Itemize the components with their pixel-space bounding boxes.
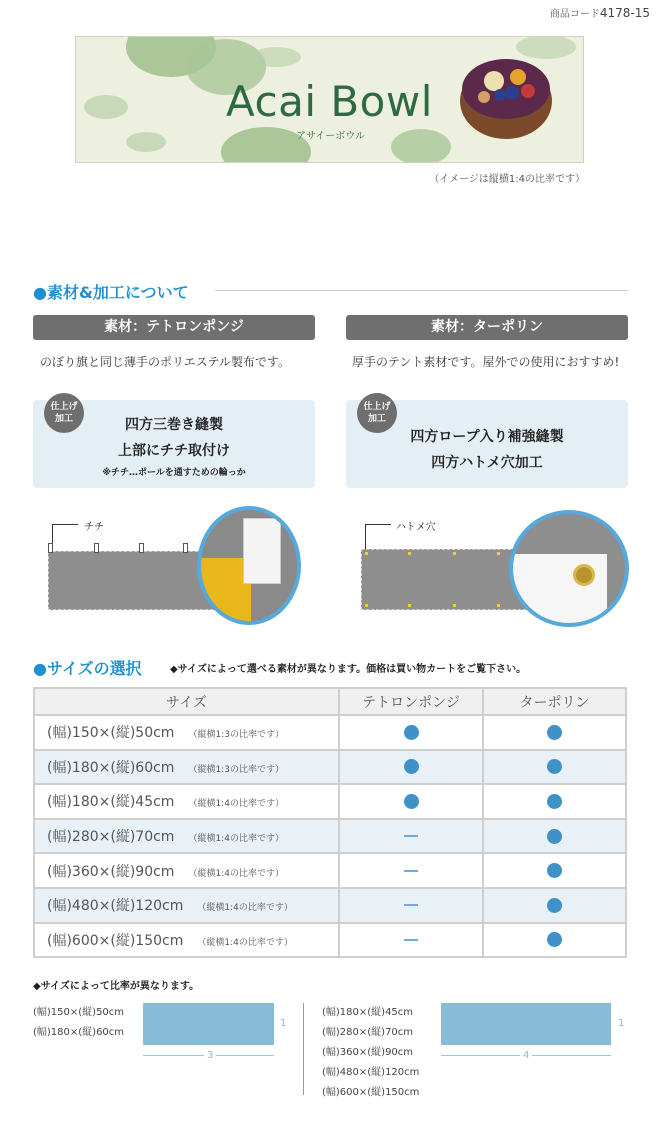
available-dot-icon xyxy=(547,794,562,809)
chichi-loop-icon xyxy=(183,543,188,553)
ratio-size-item: (幅)600×(縦)150cm xyxy=(322,1087,420,1098)
available-dot-icon xyxy=(547,932,562,947)
size-note: ◆サイズによって選べる素材が異なります。価格は買い物カートをご覧下さい。 xyxy=(170,664,527,675)
table-row xyxy=(34,750,626,785)
size-table xyxy=(33,687,627,958)
size-value: (幅)280×(縦)70cm xyxy=(47,829,175,846)
size-value: (幅)180×(縦)45cm xyxy=(47,794,175,811)
grommet-leader-line xyxy=(365,524,391,525)
chichi-loop-icon xyxy=(94,543,99,553)
ratio-1-4-rectangle xyxy=(441,1003,611,1045)
finish-line-2: 上部にチチ取付け xyxy=(118,443,230,459)
available-dot-icon xyxy=(547,759,562,774)
table-row xyxy=(34,819,626,854)
ratio-heading: ◆サイズによって比率が異なります。 xyxy=(33,981,200,992)
ratio-size-item: (幅)150×(縦)50cm xyxy=(33,1007,125,1018)
grommet-dot-icon xyxy=(497,604,500,607)
unavailable-dash-icon xyxy=(404,939,418,941)
ratio-width-label: 3 xyxy=(204,1050,216,1061)
grommet-dot-icon xyxy=(408,604,411,607)
finish-line-1: 四方ロープ入り補強縫製 xyxy=(410,429,564,445)
size-table-header xyxy=(34,688,626,715)
unavailable-dash-icon xyxy=(404,870,418,872)
finish-tag-tetron: 仕上げ 加工 xyxy=(44,393,84,433)
size-value: (幅)360×(縦)90cm xyxy=(47,863,175,880)
available-dot-icon xyxy=(404,725,419,740)
ratio-size-item: (幅)180×(縦)60cm xyxy=(33,1027,125,1038)
ratio-width-label: 4 xyxy=(520,1050,532,1061)
table-row xyxy=(34,784,626,819)
ratio-size-item: (幅)480×(縦)120cm xyxy=(322,1067,420,1078)
grommet-dot-icon xyxy=(497,552,500,555)
size-ratio: （縦横1:4の比率です） xyxy=(188,868,284,879)
table-row xyxy=(34,923,626,958)
image-ratio-note: （イメージは縦横1:4の比率です） xyxy=(429,174,585,185)
available-dot-icon xyxy=(404,759,419,774)
ratio-divider xyxy=(303,1003,304,1095)
size-value: (幅)480×(縦)120cm xyxy=(47,898,184,915)
available-dot-icon xyxy=(547,898,562,913)
chichi-leader-line xyxy=(52,524,78,525)
chichi-loop-icon xyxy=(139,543,144,553)
available-dot-icon xyxy=(547,725,562,740)
size-ratio: （縦横1:3の比率です） xyxy=(188,730,284,741)
size-value: (幅)600×(縦)150cm xyxy=(47,932,184,949)
grommet-icon xyxy=(573,564,595,586)
tetron-banner-diagram xyxy=(48,551,218,610)
product-banner-image xyxy=(75,36,584,163)
table-row xyxy=(34,853,626,888)
tarpaulin-zoom-image xyxy=(509,510,629,627)
heading-divider xyxy=(215,290,628,291)
size-ratio: （縦横1:4の比率です） xyxy=(197,937,293,948)
banner-title: Acai Bowl xyxy=(226,77,433,126)
material-tarpaulin-description: 厚手のテント素材です。屋外での使用におすすめ! xyxy=(352,355,620,369)
tetron-zoom-image xyxy=(197,506,301,625)
available-dot-icon xyxy=(547,829,562,844)
banner-subtitle: アサイーボウル xyxy=(296,131,365,142)
ratio-size-item: (幅)280×(縦)70cm xyxy=(322,1027,414,1038)
material-tarpaulin-title: 素材：ターポリン xyxy=(346,315,628,340)
chichi-closeup xyxy=(243,518,281,584)
size-ratio: （縦横1:3の比率です） xyxy=(188,764,284,775)
size-heading: ●サイズの選択 xyxy=(33,659,142,678)
white-tarpaulin xyxy=(513,554,607,627)
acai-bowl-icon xyxy=(456,49,556,149)
column-header-tarpaulin: ターポリン xyxy=(483,688,626,715)
grommet-leader-vertical xyxy=(365,524,366,549)
table-row xyxy=(34,715,626,750)
ratio-height-label: 1 xyxy=(280,1018,287,1029)
finish-note: ※チチ…ポールを通すための輪っか xyxy=(102,468,246,478)
size-ratio: （縦横1:4の比率です） xyxy=(197,903,293,914)
material-tetron-title: 素材：テトロンポンジ xyxy=(33,315,315,340)
ratio-size-item: (幅)180×(縦)45cm xyxy=(322,1007,414,1018)
ratio-size-item: (幅)360×(縦)90cm xyxy=(322,1047,414,1058)
table-row xyxy=(34,888,626,923)
grommet-dot-icon xyxy=(365,552,368,555)
available-dot-icon xyxy=(547,863,562,878)
grommet-dot-icon xyxy=(453,552,456,555)
size-value: (幅)180×(縦)60cm xyxy=(47,759,175,776)
unavailable-dash-icon xyxy=(404,835,418,837)
ratio-1-3-rectangle xyxy=(143,1003,274,1045)
column-header-tetron: テトロンポンジ xyxy=(339,688,483,715)
chichi-label: チチ xyxy=(84,522,104,533)
product-code xyxy=(550,5,650,20)
materials-heading: ●素材&加工について xyxy=(33,283,189,302)
chichi-leader-vertical xyxy=(52,524,53,544)
material-tetron-description: のぼり旗と同じ薄手のポリエステル製布です。 xyxy=(40,355,290,369)
product-code-value: 4178-15 xyxy=(599,6,650,20)
product-code-prefix: 商品コード xyxy=(549,9,600,20)
finish-tag-tarpaulin: 仕上げ 加工 xyxy=(357,393,397,433)
size-ratio: （縦横1:4の比率です） xyxy=(188,834,284,845)
unavailable-dash-icon xyxy=(404,904,418,906)
ratio-height-label: 1 xyxy=(618,1018,625,1029)
grommet-dot-icon xyxy=(408,552,411,555)
finish-line-1: 四方三巻き縫製 xyxy=(125,417,223,433)
finish-line-2: 四方ハトメ穴加工 xyxy=(431,455,543,471)
column-header-size: サイズ xyxy=(34,688,339,715)
available-dot-icon xyxy=(404,794,419,809)
size-value: (幅)150×(縦)50cm xyxy=(47,725,175,742)
tarpaulin-banner-diagram xyxy=(361,549,531,610)
grommet-dot-icon xyxy=(365,604,368,607)
chichi-loop-icon xyxy=(48,543,53,553)
size-ratio: （縦横1:4の比率です） xyxy=(188,799,284,810)
grommet-label: ハトメ穴 xyxy=(396,522,436,533)
grommet-dot-icon xyxy=(453,604,456,607)
